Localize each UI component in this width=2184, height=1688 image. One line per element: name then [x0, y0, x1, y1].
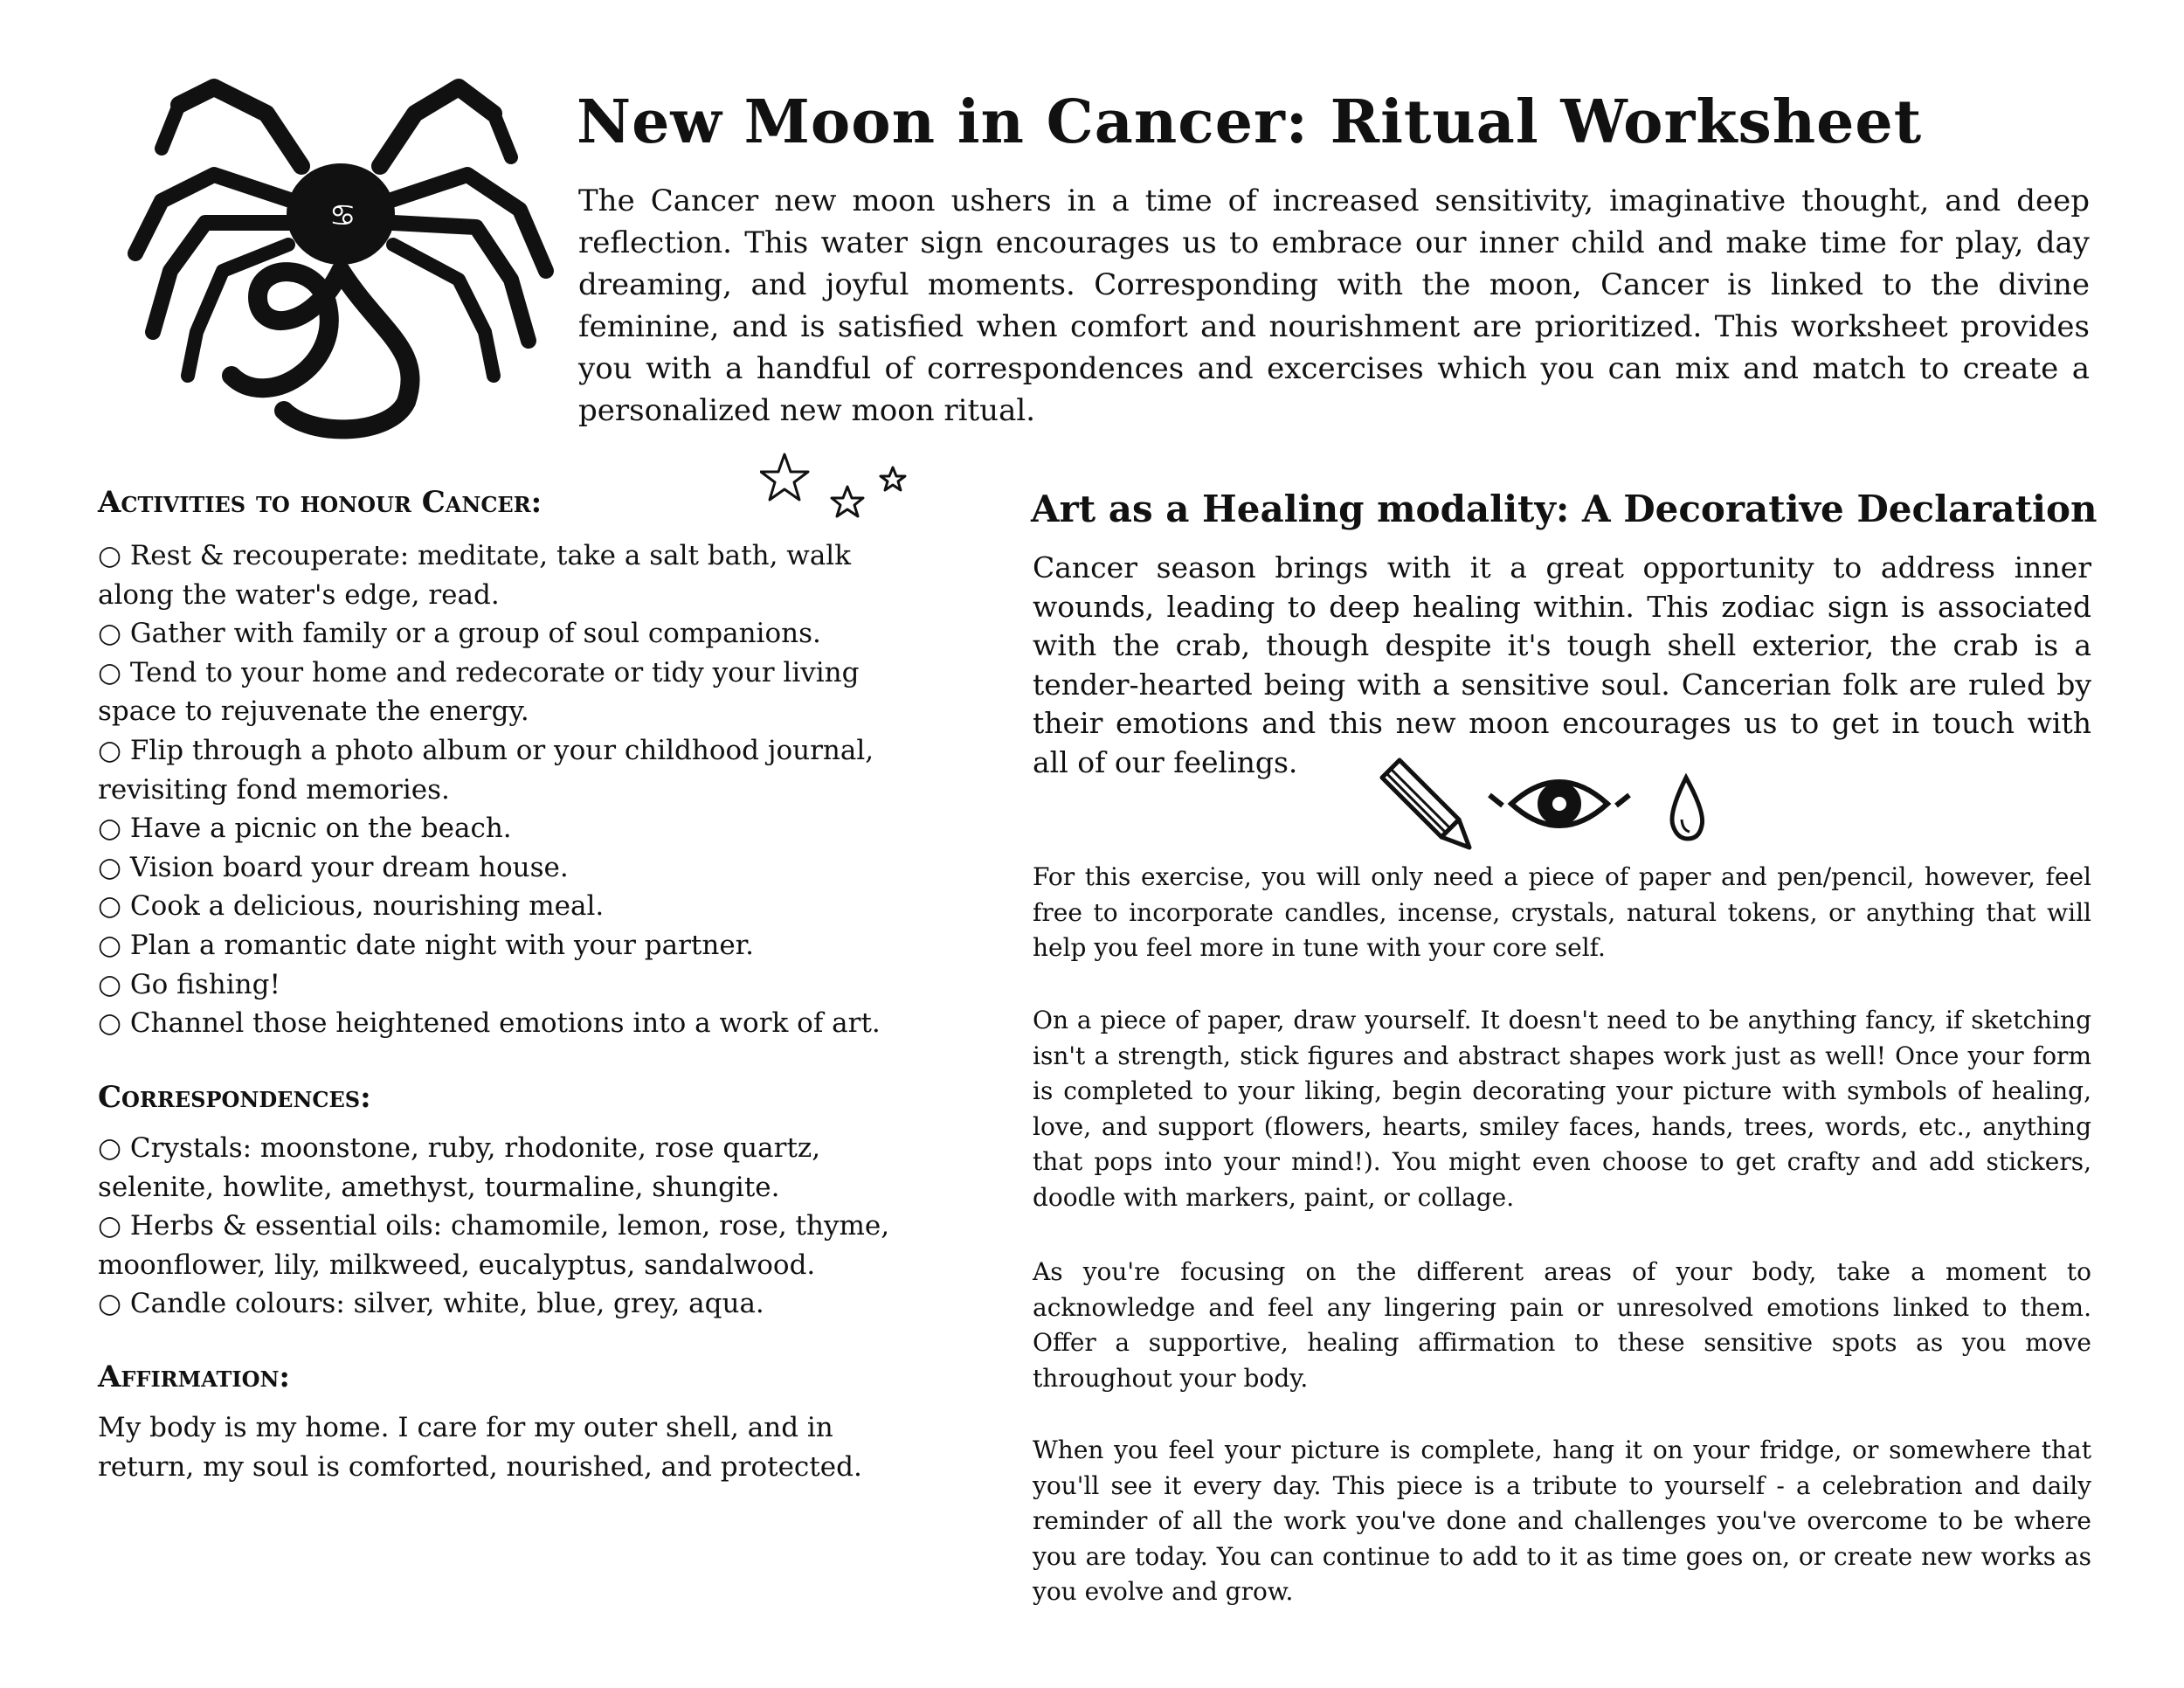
- eye-icon: [1489, 782, 1629, 826]
- art-paragraph: When you feel your picture is complete, hang it on your fridge, or somewhere that you'll see it every day. This piece is a tribute to yourself - a celebration and daily reminder of all the work you've done and challenges you've overcome to be where you are today. You can continue to add to it as time goes on, or create new works as you evolve and grow.: [1033, 1435, 2091, 1606]
- affirmation-heading: Affirmation:: [98, 1359, 290, 1394]
- correspondences-heading: Correspondences:: [98, 1080, 371, 1115]
- list-item: ○ Rest & recouperate: meditate, take a salt bath, walk along the water's edge, read.: [98, 540, 852, 611]
- list-item: ○ Gather with family or a group of soul companions.: [98, 618, 821, 650]
- page-title: New Moon in Cancer: Ritual Worksheet: [577, 87, 1923, 157]
- art-intro-paragraph: Cancer season brings with it a great opportunity to address inner wounds, leading to deep healing within. This zodiac sign is associated with the crab, though despite it's tough shell exterior, the crab is a tender-hearted being with a sensitive soul. Cancerian folk are ruled by their emotions and this new moon encourages us to get in touch with all of our feelings.: [1033, 550, 2091, 779]
- art-heading: Art as a Healing modality: A Decorative Declaration: [1031, 488, 2098, 530]
- activities-list: [98, 536, 928, 1043]
- art-paragraph: As you're focusing on the different areas of your body, take a moment to acknowledge and feel any lingering pain or unresolved emotions linked to them. Offer a supportive, healing affirmation to these sensitive spots as you move throughout your body.: [1033, 1257, 2091, 1393]
- list-item: ○ Herbs & essential oils: chamomile, lemon, rose, thyme, moonflower, lily, milkweed, eucalyptus, sandalwood.: [98, 1210, 890, 1281]
- list-item: ○ Cook a delicious, nourishing meal.: [98, 890, 605, 923]
- art-paragraph: On a piece of paper, draw yourself. It doesn't need to be anything fancy, if sketching isn't a strength, stick figures and abstract shapes work just as well! Once your form is completed to your liking, begin decorating your picture with symbols of healing, love, and support (flowers, hearts, smiley faces, hands, trees, words, etc., anything that pops into your mind!). You might even choose to get crafty and add stickers, doodle with markers, paint, or collage.: [1033, 1006, 2091, 1212]
- list-item: ○ Plan a romantic date night with your partner.: [98, 929, 754, 961]
- list-item: ○ Tend to your home and redecorate or tidy your living space to rejuvenate the energy.: [98, 656, 860, 728]
- svg-text:♋: ♋: [329, 198, 356, 233]
- art-paragraph: For this exercise, you will only need a piece of paper and pen/pencil, however, feel free to incorporate candles, incense, crystals, natural tokens, or anything that will help you feel more in tune with your core self.: [1033, 862, 2091, 962]
- affirmation-text: My body is my home. I care for my outer shell, and in return, my soul is comforted, nourished, and protected.: [98, 1412, 862, 1483]
- list-item: ○ Candle colours: silver, white, blue, grey, aqua.: [98, 1288, 764, 1320]
- list-item: ○ Flip through a photo album or your childhood journal, revisiting fond memories.: [98, 734, 874, 806]
- list-item: ○ Vision board your dream house.: [98, 851, 569, 883]
- list-item: ○ Crystals: moonstone, ruby, rhodonite, rose quartz, selenite, howlite, amethyst, tourmaline, shungite.: [98, 1132, 821, 1203]
- intro-paragraph: The Cancer new moon ushers in a time of increased sensitivity, imaginative thought, and deep reflection. This water sign encourages us to embrace our inner child and make time for play, day dreaming, and joyful moments. Corresponding with the moon, Cancer is linked to the divine feminine, and is satisfied when comfort and nourishment are prioritized. This worksheet provides you with a handful of correspondences and excercises which you can mix and match to create a personalized new moon ritual.: [578, 183, 2090, 428]
- list-item: ○ Channel those heightened emotions into a work of art.: [98, 1007, 881, 1040]
- water-drop-icon: [1672, 778, 1703, 839]
- icon-row: [1372, 751, 1738, 856]
- correspondences-list: [98, 1129, 928, 1324]
- list-item: ○ Have a picnic on the beach.: [98, 813, 512, 845]
- crab-icon: [92, 70, 581, 454]
- activities-heading: Activities to honour Cancer:: [98, 485, 543, 520]
- star-icon: [760, 450, 935, 529]
- list-item: ○ Go fishing!: [98, 968, 280, 1000]
- pencil-icon: [1382, 760, 1469, 847]
